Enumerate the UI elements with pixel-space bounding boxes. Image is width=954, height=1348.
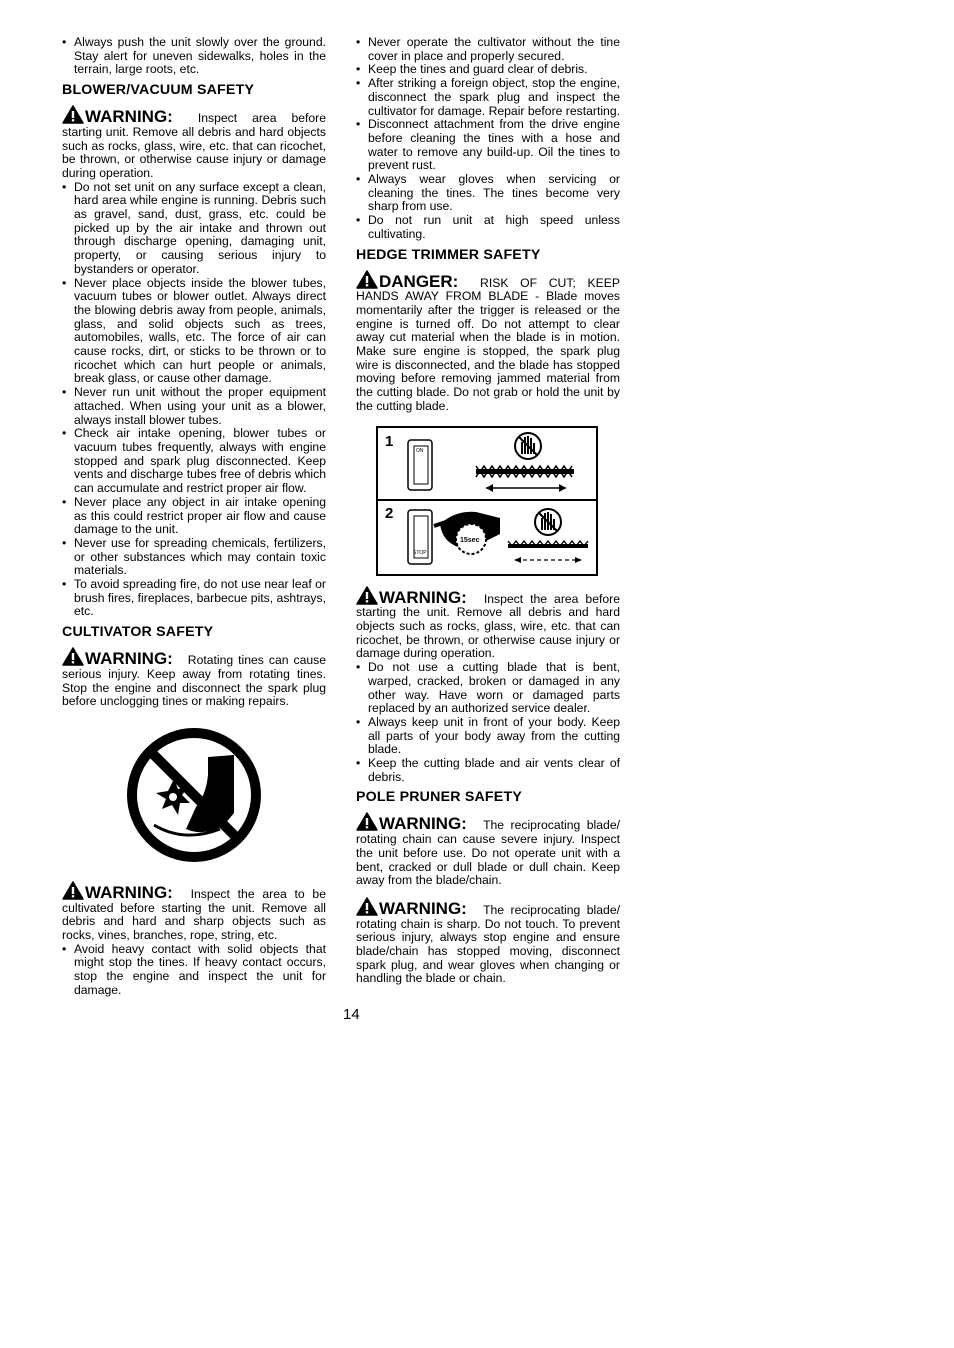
- list-item: • Never use for spreading chemicals, fertilizers, or other substances which may contain toxic materials.: [62, 537, 326, 578]
- no-hand-icon: [535, 509, 561, 535]
- list-item: • Keep the cutting blade and air vents clear of debris.: [356, 757, 620, 784]
- warning-signal: [356, 899, 467, 918]
- warning-triangle-icon: [356, 586, 378, 605]
- hedge-bullet-list: [356, 661, 620, 784]
- hedge-warning: [356, 586, 620, 662]
- no-hand-icon: [515, 433, 541, 459]
- warning-label: WARNING:: [85, 649, 173, 669]
- right-column: [356, 36, 620, 986]
- warning-label: WARNING:: [85, 107, 173, 127]
- no-hands-near-tines-icon: [124, 725, 264, 865]
- warning-label: WARNING:: [85, 882, 173, 902]
- warning-signal: [356, 814, 467, 833]
- warning-label: WARNING:: [379, 898, 467, 918]
- step-1-number: 1: [385, 432, 394, 450]
- warning-label: WARNING:: [379, 587, 467, 607]
- list-item: • Never place objects inside the blower tubes, vacuum tubes or blower outlet. Always direct the blowing debris away from people, animals, glass, and solid objects such as trees, automobiles, walls, etc. The force of air can cause rocks, dirt, or sticks to be thrown or to ricochet which can hurt people or animals, break glass, or cause other damage.: [62, 277, 326, 387]
- blower-vacuum-heading: BLOWER/VACUUM SAFETY: [62, 82, 255, 99]
- list-item: • Check air intake opening, blower tubes or vacuum tubes frequently, always with engine stopped and spark plug disconnected. Keep vents and discharge tubes free of debris which can accumulate and restrict proper air flow.: [62, 427, 326, 496]
- list-item: • Never run unit without the proper equipment attached. When using your unit as a blower, always install blower tubes.: [62, 386, 326, 427]
- list-item: • Always push the unit slowly over the ground. Stay alert for uneven sidewalks, holes in the terrain, large roots, etc.: [62, 36, 326, 77]
- warning-text: Inspect the area before starting the unit. Remove all debris and hard objects such as rocks, glass, wire, etc. that can ricochet, be thrown, or otherwise cause injury or damage during operation.: [356, 591, 620, 661]
- warning-signal: [62, 649, 173, 668]
- warning-triangle-icon: [356, 812, 378, 831]
- left-column: [62, 36, 326, 998]
- list-item: • After striking a foreign object, stop the engine, disconnect the spark plug and inspect the cultivator for damage. Repair before restarting.: [356, 77, 620, 118]
- switch-on-label: ON: [416, 447, 424, 454]
- cultivator-warning-2: [62, 881, 326, 943]
- switch-stop-icon: [408, 510, 432, 564]
- warning-text: Inspect area before starting unit. Remove all debris and hard objects such as rocks, glass, wire, etc. that can ricochet, be thrown, or otherwise cause injury or damage during operation.: [62, 111, 326, 180]
- list-item: • Do not set unit on any surface except a clean, hard area while engine is running. Debris such as gravel, sand, dust, grass, etc. could be picked up by the air intake and thrown out through discharge opening, damaging unit, property, or causing serious injury to bystanders or operator.: [62, 181, 326, 277]
- intro-bullet-list: [62, 36, 326, 77]
- step-2-number: 2: [385, 504, 394, 522]
- hedge-trimmer-heading: HEDGE TRIMMER SAFETY: [356, 246, 541, 263]
- cultivator-warning-1: [62, 647, 326, 709]
- page-number: 14: [343, 1006, 360, 1023]
- warning-text: Inspect the area to be cultivated before starting the unit. Remove all debris and hard and sharp objects such as rocks, vines, branches, rope, string, etc.: [62, 886, 326, 943]
- list-item: • Never operate the cultivator without the tine cover in place and properly secured.: [356, 36, 620, 63]
- warning-signal: [356, 588, 467, 607]
- list-item: • Always wear gloves when servicing or cleaning the tines. The tines become very sharp from use.: [356, 173, 620, 214]
- timer-label: 15sec: [460, 536, 480, 544]
- hedge-danger: [356, 270, 620, 414]
- cultivator-heading: CULTIVATOR SAFETY: [62, 624, 214, 641]
- cultivator-bullet-list: [62, 943, 326, 998]
- danger-signal: [356, 272, 458, 291]
- warning-triangle-icon: [356, 897, 378, 916]
- list-item: • Never place any object in air intake opening as this could restrict proper air flow and cause damage to the unit.: [62, 496, 326, 537]
- warning-text: The reciprocating blade/ rotating chain can cause severe injury. Inspect the unit before use. Do not operate unit with a bent, cracked or dull blade or dull chain. Keep away from the blade/chain.: [356, 818, 620, 888]
- list-item: • Always keep unit in front of your body. Keep all parts of your body away from the cutting blade.: [356, 716, 620, 757]
- warning-signal: [62, 107, 173, 126]
- list-item: • Keep the tines and guard clear of debris.: [356, 63, 620, 77]
- pruner-warning-2: [356, 897, 620, 986]
- warning-text: Rotating tines can cause serious injury. Keep away from rotating tines. Stop the engine and disconnect the spark plug before unclogging tines or making repairs.: [62, 653, 326, 709]
- blower-warning: [62, 105, 326, 181]
- hedge-trimmer-stop-figure: [376, 426, 598, 576]
- warning-triangle-icon: [62, 647, 84, 666]
- warning-text: The reciprocating blade/ rotating chain is sharp. Do not touch. To prevent serious injury, always stop engine and ensure blade/chain has stopped moving, disconnect spark plug, and wear gloves when changing or handling the blade or chain.: [356, 902, 620, 986]
- list-item: • Do not run unit at high speed unless cultivating.: [356, 214, 620, 241]
- list-item: • Avoid heavy contact with solid objects that might stop the tines. If heavy contact occurs, stop the engine and inspect the unit for damage.: [62, 943, 326, 998]
- list-item: • Disconnect attachment from the drive engine before cleaning the tines with a hose and water to remove any build-up. Oil the tines to prevent rust.: [356, 118, 620, 173]
- danger-label: DANGER:: [379, 271, 459, 291]
- list-item: • Do not use a cutting blade that is bent, warped, cracked, broken or damaged in any other way. Have worn or damaged parts replaced by an authorized service dealer.: [356, 661, 620, 716]
- switch-on-icon: [408, 440, 432, 490]
- pruner-warning-1: [356, 812, 620, 888]
- warning-triangle-icon: [62, 105, 84, 124]
- warning-triangle-icon: [62, 881, 84, 900]
- timer-dial-icon: [456, 524, 486, 554]
- danger-text: RISK OF CUT; KEEP HANDS AWAY FROM BLADE - Blade moves momentarily after the trigger is released or the engine is turned off. Do not attempt to clear away cut material when the blade is in motion. Make sure engine is stopped, the spark plug wire is disconnected, and the blade has stopped moving before removing jammed material from the cutting blade. Do not grab or hold the unit by the cutting blade.: [356, 275, 620, 413]
- warning-signal: [62, 883, 173, 902]
- pole-pruner-heading: POLE PRUNER SAFETY: [356, 789, 522, 806]
- cultivator-continued-bullet-list: [356, 36, 620, 242]
- list-item: • To avoid spreading fire, do not use near leaf or brush fires, fireplaces, barbecue pits, ashtrays, etc.: [62, 578, 326, 619]
- warning-triangle-icon: [356, 270, 378, 289]
- blower-bullet-list: [62, 181, 326, 620]
- switch-stop-label: STOP: [413, 549, 427, 556]
- warning-label: WARNING:: [379, 814, 467, 834]
